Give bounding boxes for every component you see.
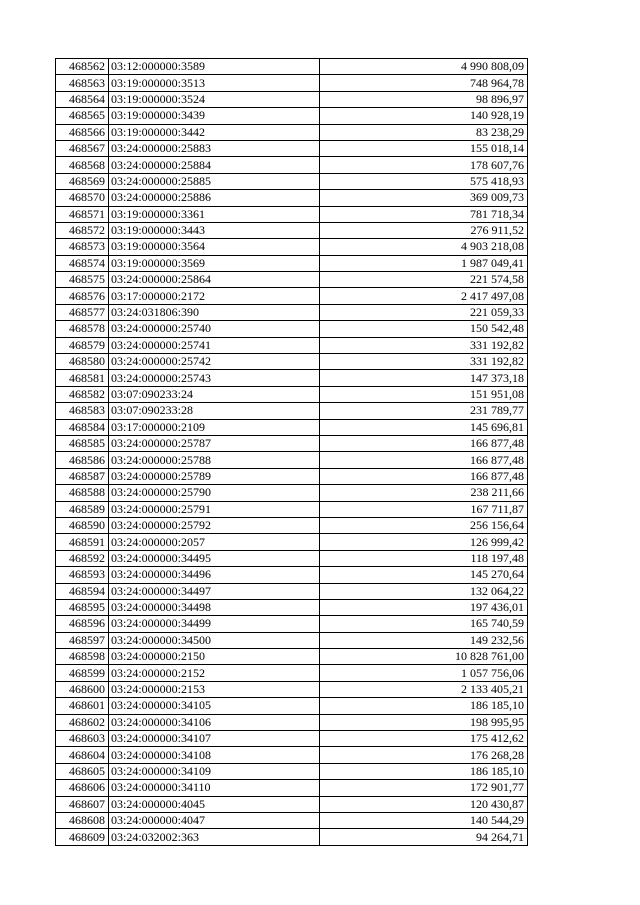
table-row — [56, 616, 528, 632]
cadastral-number-cell: 03:24:000000:34110 — [109, 780, 320, 796]
row-id-cell: 468606 — [56, 780, 109, 796]
table-row — [56, 354, 528, 370]
table-row — [56, 403, 528, 419]
table-row — [56, 714, 528, 730]
cadastral-number-cell: 03:24:000000:25864 — [109, 272, 320, 288]
row-id-cell: 468593 — [56, 567, 109, 583]
table-row — [56, 501, 528, 517]
amount-cell: 166 877,48 — [320, 435, 528, 451]
amount-cell: 748 964,78 — [320, 75, 528, 91]
amount-cell: 781 718,34 — [320, 206, 528, 222]
amount-cell: 166 877,48 — [320, 468, 528, 484]
amount-cell: 149 232,56 — [320, 632, 528, 648]
amount-cell: 256 156,64 — [320, 517, 528, 533]
amount-cell: 331 192,82 — [320, 354, 528, 370]
table-row — [56, 435, 528, 451]
row-id-cell: 468586 — [56, 452, 109, 468]
row-id-cell: 468585 — [56, 435, 109, 451]
cadastral-number-cell: 03:24:000000:25886 — [109, 190, 320, 206]
amount-cell: 276 911,52 — [320, 222, 528, 238]
cadastral-number-cell: 03:24:000000:34496 — [109, 567, 320, 583]
amount-cell: 132 064,22 — [320, 583, 528, 599]
amount-cell: 147 373,18 — [320, 370, 528, 386]
row-id-cell: 468605 — [56, 763, 109, 779]
table-row — [56, 698, 528, 714]
row-id-cell: 468588 — [56, 485, 109, 501]
row-id-cell: 468564 — [56, 91, 109, 107]
table-row — [56, 108, 528, 124]
table-row — [56, 157, 528, 173]
table-row — [56, 255, 528, 271]
cadastral-number-cell: 03:24:000000:34497 — [109, 583, 320, 599]
table-row — [56, 780, 528, 796]
cadastral-number-cell: 03:24:000000:4045 — [109, 796, 320, 812]
amount-cell: 4 990 808,09 — [320, 59, 528, 75]
amount-cell: 120 430,87 — [320, 796, 528, 812]
cadastral-number-cell: 03:17:000000:2109 — [109, 419, 320, 435]
amount-cell: 118 197,48 — [320, 550, 528, 566]
table-row — [56, 239, 528, 255]
table-row — [56, 599, 528, 615]
cadastral-number-cell: 03:24:000000:34107 — [109, 731, 320, 747]
amount-cell: 178 607,76 — [320, 157, 528, 173]
cadastral-number-cell: 03:24:000000:25743 — [109, 370, 320, 386]
cadastral-number-cell: 03:19:000000:3564 — [109, 239, 320, 255]
amount-cell: 186 185,10 — [320, 698, 528, 714]
table-row — [56, 550, 528, 566]
table-row — [56, 222, 528, 238]
row-id-cell: 468579 — [56, 337, 109, 353]
cadastral-number-cell: 03:24:000000:34106 — [109, 714, 320, 730]
row-id-cell: 468601 — [56, 698, 109, 714]
table-row — [56, 75, 528, 91]
amount-cell: 145 270,64 — [320, 567, 528, 583]
row-id-cell: 468575 — [56, 272, 109, 288]
amount-cell: 175 412,62 — [320, 731, 528, 747]
row-id-cell: 468597 — [56, 632, 109, 648]
amount-cell: 221 574,58 — [320, 272, 528, 288]
amount-cell: 4 903 218,08 — [320, 239, 528, 255]
amount-cell: 98 896,97 — [320, 91, 528, 107]
table-row — [56, 517, 528, 533]
cadastral-number-cell: 03:07:090233:24 — [109, 386, 320, 402]
cadastral-number-cell: 03:24:000000:25742 — [109, 354, 320, 370]
table-row — [56, 583, 528, 599]
row-id-cell: 468587 — [56, 468, 109, 484]
cadastral-number-cell: 03:24:000000:34499 — [109, 616, 320, 632]
table-row — [56, 649, 528, 665]
amount-cell: 1 057 756,06 — [320, 665, 528, 681]
cadastral-value-table — [55, 58, 528, 846]
table-row — [56, 485, 528, 501]
cadastral-number-cell: 03:19:000000:3439 — [109, 108, 320, 124]
table-row — [56, 140, 528, 156]
amount-cell: 176 268,28 — [320, 747, 528, 763]
table-row — [56, 468, 528, 484]
cadastral-number-cell: 03:24:000000:25884 — [109, 157, 320, 173]
amount-cell: 197 436,01 — [320, 599, 528, 615]
row-id-cell: 468566 — [56, 124, 109, 140]
cadastral-number-cell: 03:24:000000:2057 — [109, 534, 320, 550]
row-id-cell: 468604 — [56, 747, 109, 763]
amount-cell: 145 696,81 — [320, 419, 528, 435]
table-row — [56, 386, 528, 402]
table-row — [56, 419, 528, 435]
amount-cell: 172 901,77 — [320, 780, 528, 796]
row-id-cell: 468589 — [56, 501, 109, 517]
row-id-cell: 468574 — [56, 255, 109, 271]
table-row — [56, 731, 528, 747]
cadastral-number-cell: 03:24:000000:25741 — [109, 337, 320, 353]
amount-cell: 94 264,71 — [320, 829, 528, 845]
table-row — [56, 288, 528, 304]
cadastral-number-cell: 03:24:000000:34108 — [109, 747, 320, 763]
row-id-cell: 468595 — [56, 599, 109, 615]
table-row — [56, 812, 528, 828]
cadastral-number-cell: 03:24:000000:34105 — [109, 698, 320, 714]
row-id-cell: 468607 — [56, 796, 109, 812]
table-row — [56, 665, 528, 681]
row-id-cell: 468567 — [56, 140, 109, 156]
amount-cell: 231 789,77 — [320, 403, 528, 419]
amount-cell: 140 544,29 — [320, 812, 528, 828]
cadastral-number-cell: 03:24:000000:34498 — [109, 599, 320, 615]
cadastral-number-cell: 03:24:000000:2150 — [109, 649, 320, 665]
row-id-cell: 468603 — [56, 731, 109, 747]
amount-cell: 150 542,48 — [320, 321, 528, 337]
cadastral-number-cell: 03:24:032002:363 — [109, 829, 320, 845]
table-row — [56, 567, 528, 583]
amount-cell: 2 133 405,21 — [320, 681, 528, 697]
row-id-cell: 468573 — [56, 239, 109, 255]
row-id-cell: 468594 — [56, 583, 109, 599]
row-id-cell: 468572 — [56, 222, 109, 238]
row-id-cell: 468582 — [56, 386, 109, 402]
amount-cell: 186 185,10 — [320, 763, 528, 779]
amount-cell: 166 877,48 — [320, 452, 528, 468]
row-id-cell: 468600 — [56, 681, 109, 697]
cadastral-number-cell: 03:19:000000:3513 — [109, 75, 320, 91]
row-id-cell: 468576 — [56, 288, 109, 304]
row-id-cell: 468565 — [56, 108, 109, 124]
table-row — [56, 829, 528, 845]
table-row — [56, 321, 528, 337]
table-row — [56, 272, 528, 288]
table-row — [56, 747, 528, 763]
row-id-cell: 468562 — [56, 59, 109, 75]
table-row — [56, 173, 528, 189]
cadastral-number-cell: 03:24:031806:390 — [109, 304, 320, 320]
cadastral-number-cell: 03:24:000000:4047 — [109, 812, 320, 828]
cadastral-number-cell: 03:24:000000:34109 — [109, 763, 320, 779]
table-row — [56, 370, 528, 386]
table-body — [56, 59, 528, 846]
amount-cell: 575 418,93 — [320, 173, 528, 189]
row-id-cell: 468577 — [56, 304, 109, 320]
table-row — [56, 91, 528, 107]
table-row — [56, 190, 528, 206]
table-row — [56, 206, 528, 222]
row-id-cell: 468581 — [56, 370, 109, 386]
row-id-cell: 468568 — [56, 157, 109, 173]
cadastral-number-cell: 03:19:000000:3442 — [109, 124, 320, 140]
cadastral-number-cell: 03:24:000000:25790 — [109, 485, 320, 501]
cadastral-number-cell: 03:24:000000:25883 — [109, 140, 320, 156]
amount-cell: 83 238,29 — [320, 124, 528, 140]
amount-cell: 167 711,87 — [320, 501, 528, 517]
amount-cell: 155 018,14 — [320, 140, 528, 156]
row-id-cell: 468596 — [56, 616, 109, 632]
cadastral-number-cell: 03:24:000000:34495 — [109, 550, 320, 566]
cadastral-number-cell: 03:24:000000:25788 — [109, 452, 320, 468]
row-id-cell: 468578 — [56, 321, 109, 337]
row-id-cell: 468569 — [56, 173, 109, 189]
row-id-cell: 468580 — [56, 354, 109, 370]
row-id-cell: 468590 — [56, 517, 109, 533]
row-id-cell: 468584 — [56, 419, 109, 435]
cadastral-number-cell: 03:24:000000:2152 — [109, 665, 320, 681]
amount-cell: 331 192,82 — [320, 337, 528, 353]
row-id-cell: 468599 — [56, 665, 109, 681]
row-id-cell: 468571 — [56, 206, 109, 222]
table-row — [56, 59, 528, 75]
cadastral-number-cell: 03:07:090233:28 — [109, 403, 320, 419]
cadastral-number-cell: 03:19:000000:3569 — [109, 255, 320, 271]
table-row — [56, 796, 528, 812]
amount-cell: 151 951,08 — [320, 386, 528, 402]
amount-cell: 126 999,42 — [320, 534, 528, 550]
table-row — [56, 681, 528, 697]
table-row — [56, 632, 528, 648]
row-id-cell: 468602 — [56, 714, 109, 730]
row-id-cell: 468570 — [56, 190, 109, 206]
cadastral-number-cell: 03:24:000000:25885 — [109, 173, 320, 189]
table-row — [56, 124, 528, 140]
amount-cell: 10 828 761,00 — [320, 649, 528, 665]
amount-cell: 198 995,95 — [320, 714, 528, 730]
amount-cell: 221 059,33 — [320, 304, 528, 320]
amount-cell: 2 417 497,08 — [320, 288, 528, 304]
cadastral-number-cell: 03:24:000000:2153 — [109, 681, 320, 697]
row-id-cell: 468592 — [56, 550, 109, 566]
table-row — [56, 763, 528, 779]
row-id-cell: 468608 — [56, 812, 109, 828]
cadastral-number-cell: 03:24:000000:25792 — [109, 517, 320, 533]
cadastral-number-cell: 03:12:000000:3589 — [109, 59, 320, 75]
row-id-cell: 468563 — [56, 75, 109, 91]
cadastral-number-cell: 03:24:000000:25787 — [109, 435, 320, 451]
amount-cell: 238 211,66 — [320, 485, 528, 501]
table-row — [56, 534, 528, 550]
row-id-cell: 468583 — [56, 403, 109, 419]
cadastral-number-cell: 03:19:000000:3361 — [109, 206, 320, 222]
row-id-cell: 468591 — [56, 534, 109, 550]
row-id-cell: 468609 — [56, 829, 109, 845]
cadastral-number-cell: 03:24:000000:25789 — [109, 468, 320, 484]
cadastral-number-cell: 03:24:000000:25791 — [109, 501, 320, 517]
amount-cell: 140 928,19 — [320, 108, 528, 124]
cadastral-number-cell: 03:24:000000:25740 — [109, 321, 320, 337]
table-row — [56, 337, 528, 353]
cadastral-number-cell: 03:17:000000:2172 — [109, 288, 320, 304]
table-row — [56, 304, 528, 320]
amount-cell: 1 987 049,41 — [320, 255, 528, 271]
row-id-cell: 468598 — [56, 649, 109, 665]
cadastral-number-cell: 03:19:000000:3443 — [109, 222, 320, 238]
cadastral-number-cell: 03:19:000000:3524 — [109, 91, 320, 107]
amount-cell: 165 740,59 — [320, 616, 528, 632]
amount-cell: 369 009,73 — [320, 190, 528, 206]
table-row — [56, 452, 528, 468]
cadastral-number-cell: 03:24:000000:34500 — [109, 632, 320, 648]
